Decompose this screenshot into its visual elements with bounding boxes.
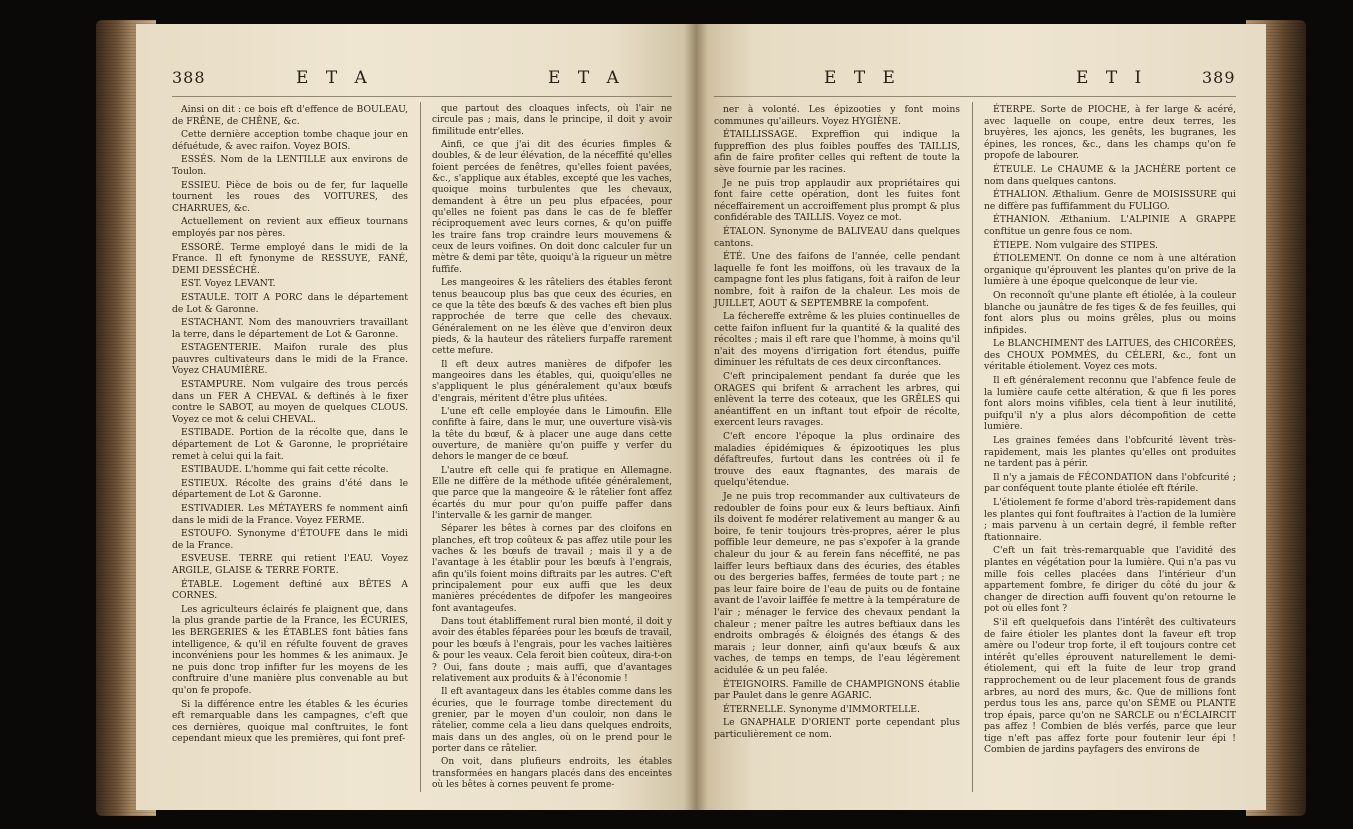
paragraph: ESTIEUX. Récolte des grains d'été dans le département de Lot & Garonne. (172, 477, 408, 501)
paragraph: ner à volonté. Les épizooties y font moins communes qu'ailleurs. Voyez HYGIÈNE. (714, 104, 960, 127)
paragraph: ÉTHALION. Æthalium. Genre de MOISISSURE qui ne diffère pas fuffifamment du FULIGO. (984, 189, 1236, 212)
open-book (96, 14, 1306, 820)
paragraph: Je ne puis trop recommander aux cultivateurs de redoubler de foins pour eux & leurs beftiaux. Ainfi ils doivent fe modérer relativement au manger & au boire, fe tenir toujours très-propres, aérer le plus poffible leur demeure, ne pas s'expofer à la grande chaleur du jour & au ferein fans néceffité, ne pas laiffer leurs beftiaux dans des écuries, des étables ou des bergeries baffes, fermées de toute part ; ne pas leur faire boire de l'eau de puits ou de fontaine avant de l'avoir laiffée fe mettre à la température de l'air ; ménager le fervice des chevaux pendant la chaleur ; mener paître les autres beftiaux dans les endroits ombragés & éloignés des étangs & des marais ; leur donner, ainfi qu'aux bœufs & aux vaches, de temps en temps, de l'eau légèrement acidulée & un peu falée. (714, 491, 960, 676)
right-page (696, 24, 1266, 810)
paragraph: ESTAMPURE. Nom vulgaire des trous percés dans un FER A CHEVAL & deftinés à le fixer contre le SABOT, au moyen de quelques CLOUS. Voyez ce mot & celui CHEVAL. (172, 379, 408, 425)
paragraph: ÉTEULE. Le CHAUME & la JACHÈRE portent ce nom dans quelques cantons. (984, 163, 1236, 187)
paragraph: C'eft encore l'époque la plus ordinaire des maladies épidémiques & épizootiques les plus défaftreufes, furtout dans les contrées où il fe trouve des eaux ftagnantes, des marais de quelqu'étendue. (714, 431, 960, 489)
paragraph: Séparer les bêtes à cornes par des cloifons en planches, eft trop coûteux & pas affez utile pour les vaches & les bœufs de travail ; mais il y a de l'avantage à les établir pour les bœufs à l'engrais, afin qu'ils foient moins diftraits par les autres. C'eft principalement pour eux auffi que les deux manières précédentes de difpofer les mangeoires font avantageufes. (432, 524, 672, 614)
paragraph: Les graines femées dans l'obfcurité lèvent très-rapidement, mais les plantes qu'elles ont produites ne tardent pas à périr. (984, 435, 1236, 470)
paragraph: ESTACHANT. Nom des manouvriers travaillant la terre, dans le département de Lot & Garonne. (172, 317, 408, 340)
paragraph: ÉTIEPE. Nom vulgaire des STIPES. (993, 239, 1158, 251)
left-header-2: E T A (548, 68, 625, 88)
paragraph: ÉTIOLEMENT. On donne ce nom à une altération organique qu'éprouvent les plantes qu'on prive de la lumière à une époque quelconque de leur vie. (984, 253, 1236, 288)
paragraph: On voit, dans plufieurs endroits, les étables transformées en hangars placés dans des enceintes où les bêtes à cornes peuvent fe prome- (432, 757, 672, 790)
paragraph: ESTIVADIER. Les MÉTAYERS fe nomment ainfi dans le midi de la France. Voyez FERME. (172, 503, 408, 526)
paragraph: Il n'y a jamais de FÉCONDATION dans l'obfcurité ; par conféquent toute plante étiolée eft ftérile. (984, 471, 1236, 495)
left-page-number: 388 (172, 68, 206, 87)
paragraph: ÉTAILLISSAGE. Expreffion qui indique la fuppreffion des plus foibles pouffes des TAILLIS, afin de faire profiter celles qui reftent de toute la sève fournie par les racines. (714, 129, 960, 175)
paragraph: ÉTERNELLE. Synonyme d'IMMORTELLE. (723, 703, 920, 715)
paragraph: Il eft avantageux dans les étables comme dans les écuries, que le fourrage tombe directement du grenier, par le moyen d'un couloir, non dans le râtelier, comme cela a lieu dans quelques endroits, mais dans un des angles, où on le prend pour le porter dans ce râtelier. (432, 687, 672, 754)
paragraph: C'eft un fait très-remarquable que l'avidité des plantes en végétation pour la lumière. Qui n'a pas vu mille fois celles placées dans l'intérieur d'un appartement fombre, fe diriger du côté du jour & changer de direction auffi fouvent qu'on retourne le pot où elles font ? (984, 545, 1236, 615)
paragraph: ESTAULE. TOIT A PORC dans le département de Lot & Garonne. (172, 291, 408, 315)
paragraph: L'une eft celle employée dans le Limoufin. Elle confifte à faire, dans le mur, une ouverture visà-vis la tête du bœuf, & à placer une auge dans cette ouverture, de manière qu'on puiffe y verfer du dehors le manger de ce bœuf. (432, 406, 672, 463)
left-column-2 (432, 104, 672, 793)
paragraph: Ainfi, ce que j'ai dit des écuries fimples & doubles, & de leur élévation, de la néceffité qu'elles foient percées de fenêtres, qu'elles foient pavées, &c., s'applique aux étables, excepté que les vaches, quoique moins turbulentes que les chevaux, demandent à être un peu plus efpacées, pour qu'elles ne foient pas dans le cas de fe bleffer réciproquement avec leurs cornes, & qu'on puiffe les traire fans trop craindre leurs mouvemens & ceux de leurs voifines. On doit donc calculer fur un mètre & demi par tête, quoiqu'à la rigueur un mètre fuffife. (432, 140, 672, 275)
paragraph: ÉTÉ. Une des faifons de l'année, celle pendant laquelle fe font les moiffons, où les travaux de la campagne font les plus fatigans, foit à raifon de leur nombre, foit à raifon de la chaleur. Les mois de JUILLET, AOUT & SEPTEMBRE la compofent. (714, 251, 960, 309)
paragraph: ÉTHANION. Æthanium. L'ALPINIE A GRAPPE conftitue un genre fous ce nom. (984, 214, 1236, 237)
paragraph: Si la différence entre les étables & les écuries eft remarquable dans les campagnes, c'eft que ces dernières, quoique mal conftruites, le font cependant mieux que les premières, qui font pref- (172, 698, 408, 745)
paragraph: ESSÉS. Nom de la LENTILLE aux environs de Toulon. (172, 154, 408, 177)
paragraph: Les mangeoires & les râteliers des étables feront tenus beaucoup plus bas que ceux des écuries, en ce que la tête des bœufs & des vaches eft bien plus rapprochée de terre que celle des chevaux. Généralement on ne les élève que d'environ deux pieds, & la hauteur des râteliers furpaffe rarement cette mefure. (432, 278, 672, 357)
paragraph: Le GNAPHALE D'ORIENT porte cependant plus particulièrement ce nom. (714, 717, 960, 740)
paragraph: ESSORÉ. Terme employé dans le midi de la France. Il eft fynonyme de RESSUYE, FANÉ, DEMI DESSÉCHÉ. (172, 241, 408, 276)
right-header-1: E T E (824, 68, 901, 88)
paragraph: Les agriculteurs éclairés fe plaignent que, dans la plus grande partie de la France, les ÉCURIES, les BERGERIES & les ÉTABLES font bâties fans intelligence, & qu'il en réfulte fouvent de graves inconvéniens pour les hommes & les animaux. Je ne puis donc trop infifter fur les moyens de les conftruire d'une manière plus convenable au but qu'on fe propofe. (172, 603, 408, 696)
paragraph: ÉTEIGNOIRS. Famille de CHAMPIGNONS établie par Paulet dans le genre AGARIC. (714, 678, 960, 702)
paragraph: ESVEUSE. TERRE qui retient l'EAU. Voyez ARGILE, GLAISE & TERRE FORTE. (172, 553, 408, 576)
left-column-1 (172, 104, 408, 747)
paragraph: S'il eft quelquefois dans l'intérêt des cultivateurs de faire étioler les plantes dont la faveur eft trop amère ou l'odeur trop forte, il eft toujours contre cet intérêt qu'elles éprouvent naturellement le demi-étiolement, qui eft la fuite de leur trop grand rapprochement ou de leur placement fous de grands arbres, au nord des murs, &c. Que de millions font perdus tous les ans, parce qu'on SÈME ou PLANTE trop épais, parce qu'on ne SARCLE ou n'ÉCLAIRCIT pas affez ! Combien de blés verfés, parce que leur tige n'eft pas affez forte pour foutenir leur épi ! Combien de jardins payfagers des environs de (984, 616, 1236, 756)
paragraph: C'eft principalement pendant fa durée que les ORAGES qui brifent & arrachent les arbres, qui enlèvent la terre des coteaux, que les GRÊLES qui anéantiffent en un inftant tout efpoir de récolte, exercent leurs ravages. (714, 371, 960, 429)
right-page-number: 389 (1202, 68, 1236, 87)
paragraph: On reconnoît qu'une plante eft étiolée, à la couleur blanche ou jaunâtre de fes tiges & de fes feuilles, qui font alors plus ou moins grêles, plus ou moins infipides. (984, 289, 1236, 336)
paragraph: ÉTABLE. Logement deftiné aux BÊTES A CORNES. (172, 578, 408, 602)
paragraph: Le BLANCHIMENT des LAITUES, des CHICORÉES, des CHOUX POMMÉS, du CÉLERI, &c., font un véritable étiolement. Voyez ces mots. (984, 338, 1236, 373)
paragraph: ÉTALON. Synonyme de BALIVEAU dans quelques cantons. (714, 225, 960, 249)
paragraph: ESTIBADE. Portion de la récolte que, dans le département de Lot & Garonne, le propriétaire remet à celui qui la fait. (172, 427, 408, 462)
right-header-rule (714, 96, 1236, 97)
paragraph: EST. Voyez LEVANT. (181, 278, 276, 290)
paragraph: Ainsi on dit : ce bois eft d'effence de BOULEAU, de FRÊNE, de CHÊNE, &c. (172, 104, 408, 127)
paragraph: L'étiolement fe forme d'abord très-rapidement dans les plantes qui font fouftraites à l'action de la lumière ; mais parvenu à un certain degré, il femble refter ftationnaire. (984, 497, 1236, 543)
paragraph: La féchereffe extrême & les pluies continuelles de cette faifon influent fur la quantité & la qualité des récoltes ; mais il eft rare que l'homme, à moins qu'il n'ait des moyens d'irrigation fort étendus, puiffe diminuer les réfultats de ces deux circonftances. (714, 311, 960, 369)
right-column-2 (984, 104, 1236, 758)
paragraph: Dans tout établiffement rural bien monté, il doit y avoir des étables féparées pour les bœufs de travail, pour les bœufs à l'engrais, pour les vaches laitières & pour les veaux. Cela feroit bien coûteux, dira-t-on ? Oui, fans doute ; mais auffi, que d'avantages relativement aux produits & à l'économie ! (432, 617, 672, 684)
paragraph: Actuellement on revient aux effieux tournans employés par nos pères. (172, 216, 408, 239)
paragraph: Je ne puis trop applaudir aux propriétaires qui font faire cette opération, dont les fuites font néceffairement un accroiffement plus prompt & plus confidérable des TAILLIS. Voyez ce mot. (714, 177, 960, 224)
left-page (136, 24, 696, 810)
paragraph: ESTIBAUDE. L'homme qui fait cette récolte. (181, 464, 389, 476)
paragraph: Il eft généralement reconnu que l'abfence feule de la lumière caufe cette altération, & que fi les pores font alors moins vifibles, cela tient à leur inutilité, puifqu'il n'y a plus alors décompofition de cette lumière. (984, 375, 1236, 433)
left-header-rule (172, 96, 672, 97)
paragraph: Il eft deux autres manières de difpofer les mangeoires dans les étables, qui, quoiqu'elles ne s'appliquent le plus généralement qu'aux bœufs d'engrais, méritent d'être plus ufitées. (432, 359, 672, 404)
book-gutter (684, 24, 708, 810)
paragraph: Cette dernière acception tombe chaque jour en défuétude, & avec raifon. Voyez BOIS. (172, 129, 408, 152)
paragraph: ESTAGENTERIE. Maifon rurale des plus pauvres cultivateurs dans le midi de la France. Voyez CHAUMIÈRE. (172, 342, 408, 377)
right-header-2: E T I (1076, 68, 1148, 88)
left-header-1: E T A (296, 68, 373, 88)
paragraph: ESTOUFO. Synonyme d'ÉTOUFE dans le midi de la France. (172, 528, 408, 551)
right-column-divider (972, 102, 973, 792)
paragraph: que partout des cloaques infects, où l'air ne circule pas ; mais, dans le principe, il doit y avoir fimilitude entr'elles. (432, 104, 672, 137)
paragraph: ESSIEU. Pièce de bois ou de fer, fur laquelle tournent les roues des VOITURES, des CHARRUES, &c. (172, 179, 408, 214)
paragraph: ÉTERPE. Sorte de PIOCHE, à fer large & acéré, avec laquelle on coupe, entre deux terres, les bruyères, les ajoncs, les genêts, les bugranes, les épines, les ronces, &c., dans les champs qu'on fe propofe de labourer. (984, 104, 1236, 162)
paragraph: L'autre eft celle qui fe pratique en Allemagne. Elle ne diffère de la méthode ufitée généralement, que parce que la mangeoire & le râtelier font affez écartés du mur pour qu'on puiffe paffer dans l'intervalle & les garnir de manger. (432, 465, 672, 522)
left-column-divider (420, 102, 421, 792)
right-column-1 (714, 104, 960, 742)
